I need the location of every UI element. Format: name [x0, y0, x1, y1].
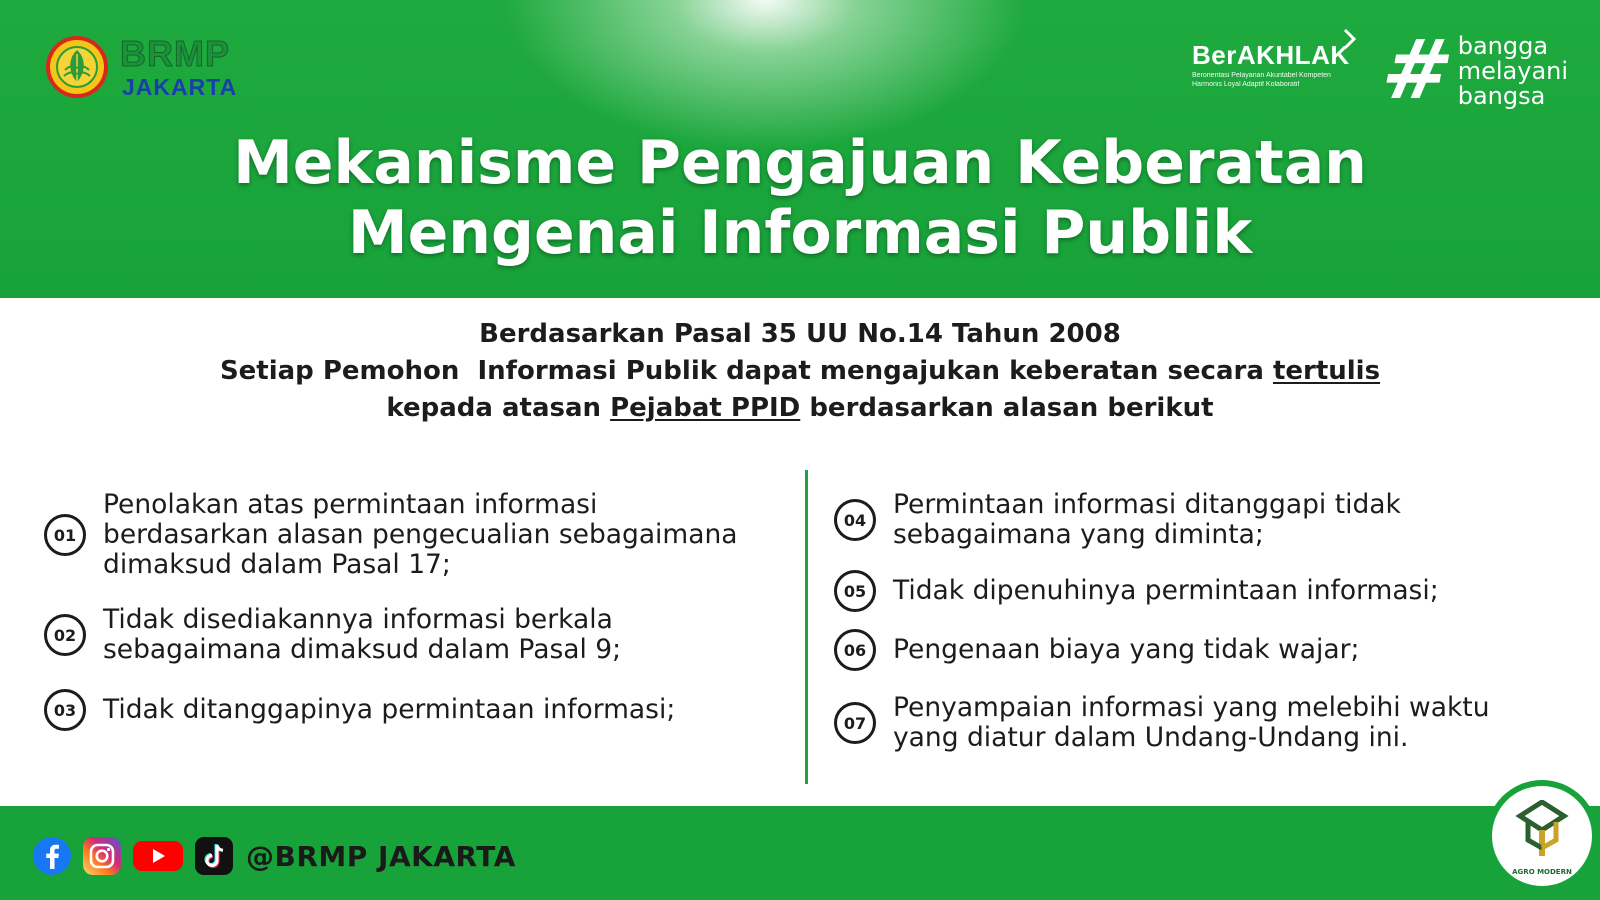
berakhlak-values-line1: Berorientasi Pelayanan Akuntabel Kompeten: [1192, 72, 1331, 79]
item-number-badge: 04: [834, 499, 876, 541]
intro-text: [0, 316, 1600, 427]
item-number-badge: 03: [44, 689, 86, 731]
social-handle: @BRMP JAKARTA: [246, 839, 516, 873]
header-banner: [0, 0, 1600, 298]
instagram-icon[interactable]: [82, 836, 122, 876]
intro-line1: Berdasarkan Pasal 35 UU No.14 Tahun 2008: [479, 319, 1121, 349]
agro-modern-badge: [1486, 780, 1598, 892]
item-text: Penyampaian informasi yang melebihi waktu yang diatur dalam Undang-Undang ini.: [893, 692, 1490, 753]
item-text: Penolakan atas permintaan informasi berdasarkan alasan pengecualian sebagaimana dimaksud dalam Pasal 17;: [103, 489, 738, 580]
list-item: [834, 693, 1489, 753]
social-media-row: [32, 836, 516, 876]
youtube-icon[interactable]: [132, 836, 184, 876]
item-text: Tidak disediakannya informasi berkala sebagaimana dimaksud dalam Pasal 9;: [103, 604, 622, 665]
tiktok-icon[interactable]: [194, 836, 234, 876]
item-text: Tidak dipenuhinya permintaan informasi;: [893, 575, 1439, 606]
item-number-badge: 01: [44, 514, 86, 556]
page-title: [0, 128, 1600, 268]
facebook-icon[interactable]: [32, 836, 72, 876]
intro-underlined-pejabat-ppid: Pejabat PPID: [610, 393, 801, 423]
item-text: Pengenaan biaya yang tidak wajar;: [893, 634, 1360, 665]
chevron-right-icon: [1342, 28, 1358, 50]
page-title-line2: Mengenai Informasi Publik: [347, 198, 1253, 268]
list-item: [44, 490, 738, 580]
item-number-badge: 06: [834, 629, 876, 671]
berakhlak-word: BerAKHLAK: [1192, 40, 1350, 70]
agriculture-emblem-icon: [44, 34, 110, 100]
item-text: Tidak ditanggapinya permintaan informasi;: [103, 694, 676, 725]
item-text: Permintaan informasi ditanggapi tidak sebagaimana yang diminta;: [893, 489, 1401, 550]
list-item: [834, 629, 1359, 671]
intro-line2-text: Setiap Pemohon Informasi Publik dapat mengajukan keberatan secara: [219, 356, 1273, 386]
list-item: [44, 689, 675, 731]
intro-line3-text: kepada atasan: [386, 393, 611, 423]
list-item: [834, 490, 1401, 550]
page-title-line1: Mekanisme Pengajuan Keberatan: [233, 128, 1367, 198]
brmp-logo: [44, 34, 237, 100]
agro-modern-logo-icon: [1514, 800, 1570, 858]
berakhlak-logo: [1192, 40, 1350, 89]
intro-line3-end: berdasarkan alasan berikut: [800, 393, 1214, 423]
item-number-badge: 02: [44, 614, 86, 656]
item-number-badge: 05: [834, 570, 876, 612]
tagline-word: bangga: [1457, 31, 1549, 60]
list-item: [834, 570, 1439, 612]
intro-underlined-tertulis: tertulis: [1272, 356, 1381, 386]
column-divider: [805, 470, 808, 784]
berakhlak-values-line2: Harmonis Loyal Adaptif Kolaboratif: [1192, 81, 1300, 88]
badge-label: AGRO MODERN: [1512, 868, 1572, 876]
hashtag-icon: #: [1374, 23, 1461, 118]
tagline-word: bangsa: [1457, 81, 1546, 110]
footer-bar: [0, 806, 1600, 900]
intro-line3: [0, 390, 1600, 427]
list-item: [44, 605, 621, 665]
intro-line2: [0, 353, 1600, 390]
logo-brand-text: BRMP: [120, 32, 230, 74]
item-number-badge: 07: [834, 702, 876, 744]
tagline-word: melayani: [1457, 56, 1569, 85]
logo-city-text: JAKARTA: [122, 73, 238, 100]
bangga-melayani-bangsa-logo: [1374, 23, 1569, 118]
